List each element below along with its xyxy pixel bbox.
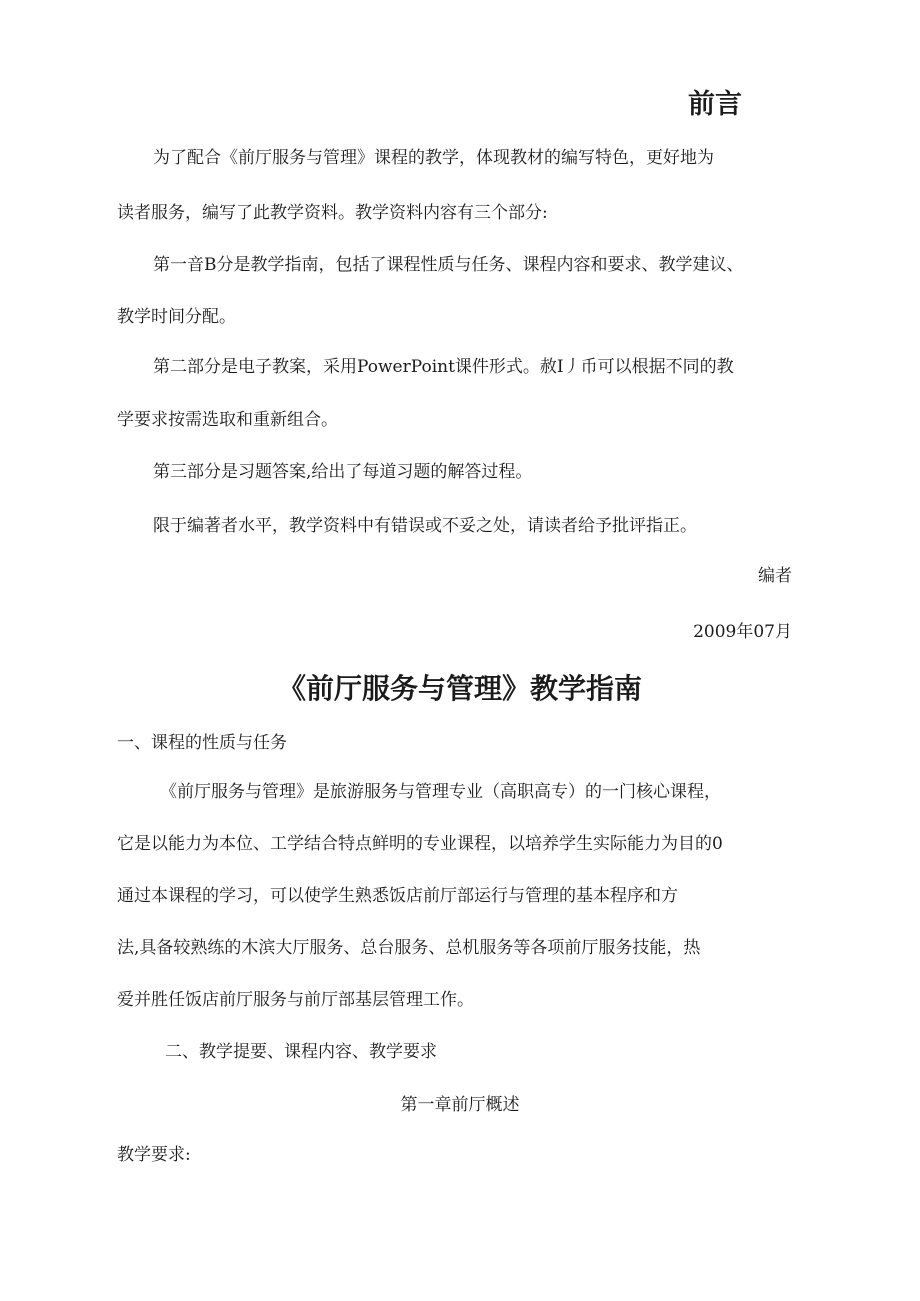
preface-signature: 编者 [758, 566, 792, 586]
preface-paragraph-3-line-2: 学要求按需选取和重新组合。 [117, 410, 338, 430]
preface-paragraph-3-line-1: 第二部分是电子教案，采用PowerPoint课件形式。赦I丿币可以根据不同的教 [153, 357, 734, 377]
section-1-heading: 一、课程的性质与任务 [117, 733, 287, 753]
preface-title: 前言 [688, 89, 742, 120]
preface-paragraph-4: 第三部分是习题答案,给出了每道习题的解答过程。 [153, 462, 533, 482]
preface-date: 2009年07月 [693, 622, 792, 642]
chapter-1-title: 第一章前厅概述 [400, 1095, 520, 1115]
section-1-line-2: 它是以能力为本位、工学结合特点鲜明的专业课程，以培养学生实际能力为目的0 [117, 834, 723, 854]
guide-title: 《前厅服务与管理》教学指南 [277, 672, 642, 705]
preface-paragraph-5: 限于编著者水平，教学资料中有错误或不妥之处，请读者给予批评指正。 [153, 516, 697, 536]
preface-paragraph-2-line-2: 教学时间分配。 [117, 307, 236, 327]
section-1-line-4: 法,具备较熟练的木滨大厅服务、总台服务、总机服务等各项前厅服务技能，热 [117, 938, 701, 958]
section-1-line-3: 通过本课程的学习，可以使学生熟悉饭店前厅部运行与管理的基本程序和方 [117, 886, 678, 906]
section-2-heading: 二、教学提要、课程内容、教学要求 [165, 1042, 437, 1062]
teaching-requirements-label: 教学要求: [117, 1145, 191, 1165]
section-1-line-5: 爱并胜任饭店前厅服务与前厅部基层管理工作。 [117, 990, 474, 1010]
preface-paragraph-2-line-1: 第一音B分是教学指南，包括了课程性质与任务、课程内容和要求、教学建议、 [153, 255, 744, 275]
preface-paragraph-1-line-2: 读者服务，编写了此教学资料。教学资料内容有三个部分: [117, 203, 548, 223]
preface-paragraph-1-line-1: 为了配合《前厅服务与管理》课程的教学，体现教材的编写特色，更好地为 [153, 148, 714, 168]
section-1-line-1: 《前厅服务与管理》是旅游服务与管理专业（高职高专）的一门核心课程， [160, 782, 721, 802]
